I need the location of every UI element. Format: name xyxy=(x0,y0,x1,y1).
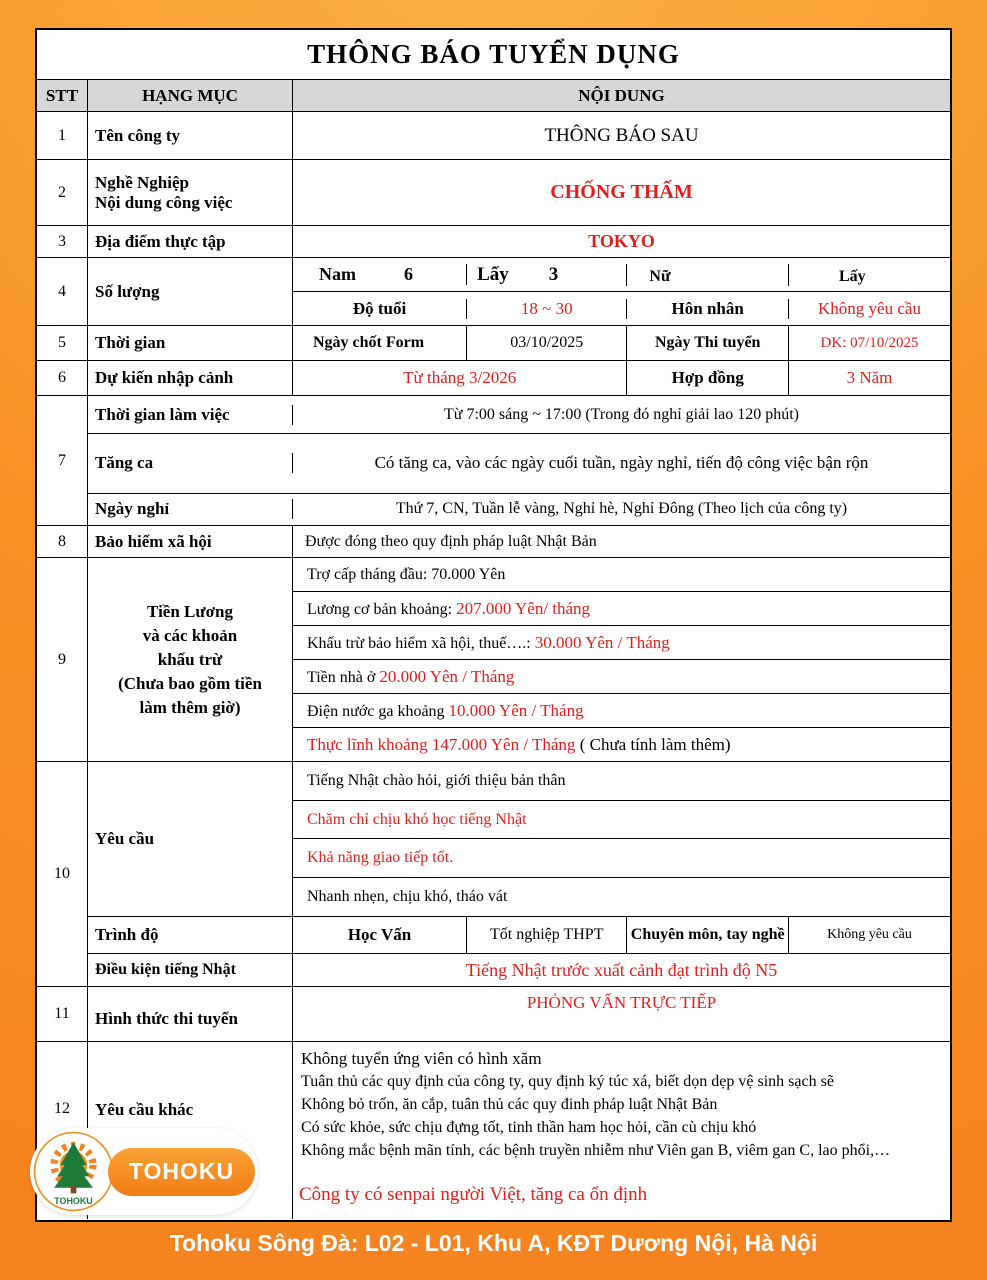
row4-subrow-age xyxy=(293,292,950,325)
row4-subrow-count xyxy=(293,258,950,292)
overtime-subrow xyxy=(88,434,950,494)
japanese-row xyxy=(88,954,950,986)
other-line: Không mắc bệnh mãn tính, các bệnh truyền nhiễm như Viên gan B, viêm gan C, lao phổi,… xyxy=(301,1142,891,1159)
male-cell xyxy=(293,264,467,285)
row4-stt: 4 xyxy=(37,258,88,325)
take-cell xyxy=(467,264,627,286)
row11-content: PHỎNG VẤN TRỰC TIẾP xyxy=(526,993,717,1012)
contract-label: Hợp đồng xyxy=(627,361,789,395)
row-schedule xyxy=(37,326,950,361)
female-take-cell xyxy=(789,264,950,286)
salary-label-line1: Tiền Lương xyxy=(147,601,233,621)
overtime-value: Có tăng ca, vào các ngày cuối tuần, ngày nghỉ, tiến độ công việc bận rộn xyxy=(374,453,869,473)
salary-item-utilities: Điện nước ga khoảng 10.000 Yên / Tháng xyxy=(293,694,950,728)
row2-label-line2: Nội dung công việc xyxy=(95,192,233,212)
row1-stt: 1 xyxy=(37,112,88,159)
requirements-block xyxy=(88,762,950,917)
row-entry xyxy=(37,361,950,396)
edu-cell-khongyeucau: Không yêu cầu xyxy=(827,927,912,943)
salary-item-base: Lương cơ bản khoảng: 207.000 Yên/ tháng xyxy=(293,592,950,626)
other-requirements-lines xyxy=(293,1042,950,1162)
row12-label: Yêu cầu khác xyxy=(88,1042,293,1219)
row-company-name xyxy=(37,112,950,160)
salary-label-line3: khấu trừ xyxy=(157,649,223,669)
row5-label: Thời gian xyxy=(88,326,293,360)
marriage-value: Không yêu cầu xyxy=(818,298,921,318)
education-cells xyxy=(293,917,950,954)
dayoff-subrow xyxy=(88,494,950,525)
title-row xyxy=(37,30,950,80)
requirement-item: Chăm chỉ chịu khó học tiếng Nhật xyxy=(293,801,950,840)
row-working-time xyxy=(37,396,950,526)
row-interview xyxy=(37,987,950,1042)
header-content: NỘI DUNG xyxy=(578,85,665,105)
row7-stt: 7 xyxy=(37,396,88,525)
row10-stt: 10 xyxy=(37,762,88,986)
form-deadline-label: Ngày chốt Form xyxy=(293,326,467,360)
tohoku-logo-badge xyxy=(30,1128,258,1215)
row3-label: Địa điểm thực tập xyxy=(88,226,293,257)
row4-label: Số lượng xyxy=(88,258,293,325)
other-line: Tuân thủ các quy định của công ty, quy định ký túc xá, biết dọn dẹp vệ sinh sạch sẽ xyxy=(301,1073,834,1090)
age-label: Độ tuổi xyxy=(293,299,467,319)
work-time-subrow xyxy=(88,396,950,434)
row6-stt: 6 xyxy=(37,361,88,395)
row3-stt: 3 xyxy=(37,226,88,257)
table-header-row xyxy=(37,80,950,112)
row2-label xyxy=(88,160,293,225)
row11-label: Hình thức thi tuyển xyxy=(88,987,293,1041)
page-title: THÔNG BÁO TUYỂN DỤNG xyxy=(307,39,680,69)
row-job xyxy=(37,160,950,226)
row-salary xyxy=(37,558,950,762)
row9-label xyxy=(88,558,293,761)
row2-label-line1: Nghề Nghiệp xyxy=(95,172,189,192)
female-label: Nữ xyxy=(649,267,671,285)
female-cell xyxy=(627,264,789,286)
row8-content: Được đóng theo quy định pháp luật Nhật Bản xyxy=(305,532,597,550)
row1-label: Tên công ty xyxy=(88,112,293,159)
row6-content xyxy=(293,361,950,395)
edu-cell-hocvan: Học Vấn xyxy=(293,917,467,954)
row8-label: Bảo hiểm xã hội xyxy=(88,526,293,557)
row12-stt: 12 xyxy=(37,1042,88,1219)
row-insurance xyxy=(37,526,950,558)
svg-text:TOHOKU: TOHOKU xyxy=(54,1195,93,1206)
row5-stt: 5 xyxy=(37,326,88,360)
salary-label-line2: và các khoản xyxy=(142,625,238,645)
marriage-label: Hôn nhân xyxy=(627,299,789,319)
tohoku-logo-icon xyxy=(33,1131,114,1212)
exam-date-value: DK: 07/10/2025 xyxy=(820,334,919,351)
other-line: Không bỏ trốn, ăn cắp, tuân thủ các quy đinh pháp luật Nhật Bản xyxy=(301,1096,718,1113)
exam-date-label: Ngày Thi tuyển xyxy=(627,326,789,360)
row3-content: TOKYO xyxy=(588,231,655,251)
other-line: Không tuyển ứng viên có hình xăm xyxy=(301,1049,542,1068)
form-deadline-value: 03/10/2025 xyxy=(467,326,627,360)
row9-content xyxy=(293,558,950,761)
take-label: Lấy xyxy=(477,263,509,285)
requirements-label: Yêu cầu xyxy=(88,762,293,916)
row9-stt: 9 xyxy=(37,558,88,761)
salary-item-allowance: Trợ cấp tháng đầu: 70.000 Yên xyxy=(293,558,950,592)
dayoff-label: Ngày nghỉ xyxy=(88,499,293,519)
requirement-item: Tiếng Nhật chào hỏi, giới thiệu bản thân xyxy=(293,762,950,801)
salary-label-line5: làm thêm giờ) xyxy=(139,697,241,717)
salary-label-line4: (Chưa bao gồm tiền xyxy=(118,673,262,693)
footer-address: Tohoku Sông Đà: L02 - L01, Khu A, KĐT Dương Nội, Hà Nội xyxy=(169,1230,818,1256)
requirement-item: Nhanh nhẹn, chịu khó, tháo vát xyxy=(307,888,508,906)
row1-content: THÔNG BÁO SAU xyxy=(544,124,699,146)
edu-cell-chuyenmon: Chuyên môn, tay nghề xyxy=(627,917,789,954)
japanese-value: Tiếng Nhật trước xuất cảnh đạt trình độ N5 xyxy=(465,959,778,980)
row12-content xyxy=(293,1042,950,1219)
salary-item-net: Thực lĩnh khoảng 147.000 Yên / Tháng ( Chưa tính làm thêm) xyxy=(307,734,731,754)
row11-stt: 11 xyxy=(37,987,88,1041)
row2-stt: 2 xyxy=(37,160,88,225)
row8-stt: 8 xyxy=(37,526,88,557)
header-category: HẠNG MỤC xyxy=(88,80,293,111)
row-location xyxy=(37,226,950,258)
male-count: 6 xyxy=(404,264,413,284)
salary-item-deduction: Khấu trừ bảo hiểm xã hội, thuế….: 30.000 Yên / Tháng xyxy=(293,626,950,660)
row-quantity xyxy=(37,258,950,326)
male-label: Nam xyxy=(319,264,356,284)
dayoff-value: Thứ 7, CN, Tuần lễ vàng, Nghỉ hè, Nghỉ Đông (Theo lịch của công ty) xyxy=(395,500,848,518)
education-label: Trình độ xyxy=(88,917,293,954)
japanese-label: Điều kiện tiếng Nhật xyxy=(88,954,293,986)
recruitment-notice-document xyxy=(35,28,952,1222)
female-take-label: Lấy xyxy=(839,267,866,285)
senpai-highlight: Công ty có senpai người Việt, tăng ca ổn định xyxy=(299,1184,648,1205)
overtime-label: Tăng ca xyxy=(88,453,293,473)
entry-value: Từ tháng 3/2026 xyxy=(293,361,627,395)
education-row xyxy=(88,917,950,955)
salary-item-housing: Tiền nhà ở 20.000 Yên / Tháng xyxy=(293,660,950,694)
work-time-label: Thời gian làm việc xyxy=(88,405,293,425)
contract-value: 3 Năm xyxy=(846,368,893,387)
row4-content xyxy=(293,258,950,325)
tohoku-brand-pill: TOHOKU xyxy=(108,1148,255,1196)
row7-body xyxy=(88,396,950,525)
take-count: 3 xyxy=(548,263,559,285)
row5-content xyxy=(293,326,950,360)
requirements-list xyxy=(293,762,950,916)
requirement-item: Khả năng giao tiếp tốt. xyxy=(293,839,950,878)
header-stt: STT xyxy=(37,80,88,111)
row10-body xyxy=(88,762,950,986)
row-requirements xyxy=(37,762,950,987)
row6-label: Dự kiến nhập cảnh xyxy=(88,361,293,395)
other-line: Có sức khỏe, sức chịu đựng tốt, tinh thần ham học hỏi, cần cù chịu khó xyxy=(301,1119,757,1136)
work-time-value: Từ 7:00 sáng ~ 17:00 (Trong đó nghỉ giải lao 120 phút) xyxy=(444,405,799,423)
edu-cell-thpt: Tốt nghiệp THPT xyxy=(467,917,627,954)
age-value: 18 ~ 30 xyxy=(467,299,627,319)
row2-content: CHỐNG THẤM xyxy=(550,181,693,203)
